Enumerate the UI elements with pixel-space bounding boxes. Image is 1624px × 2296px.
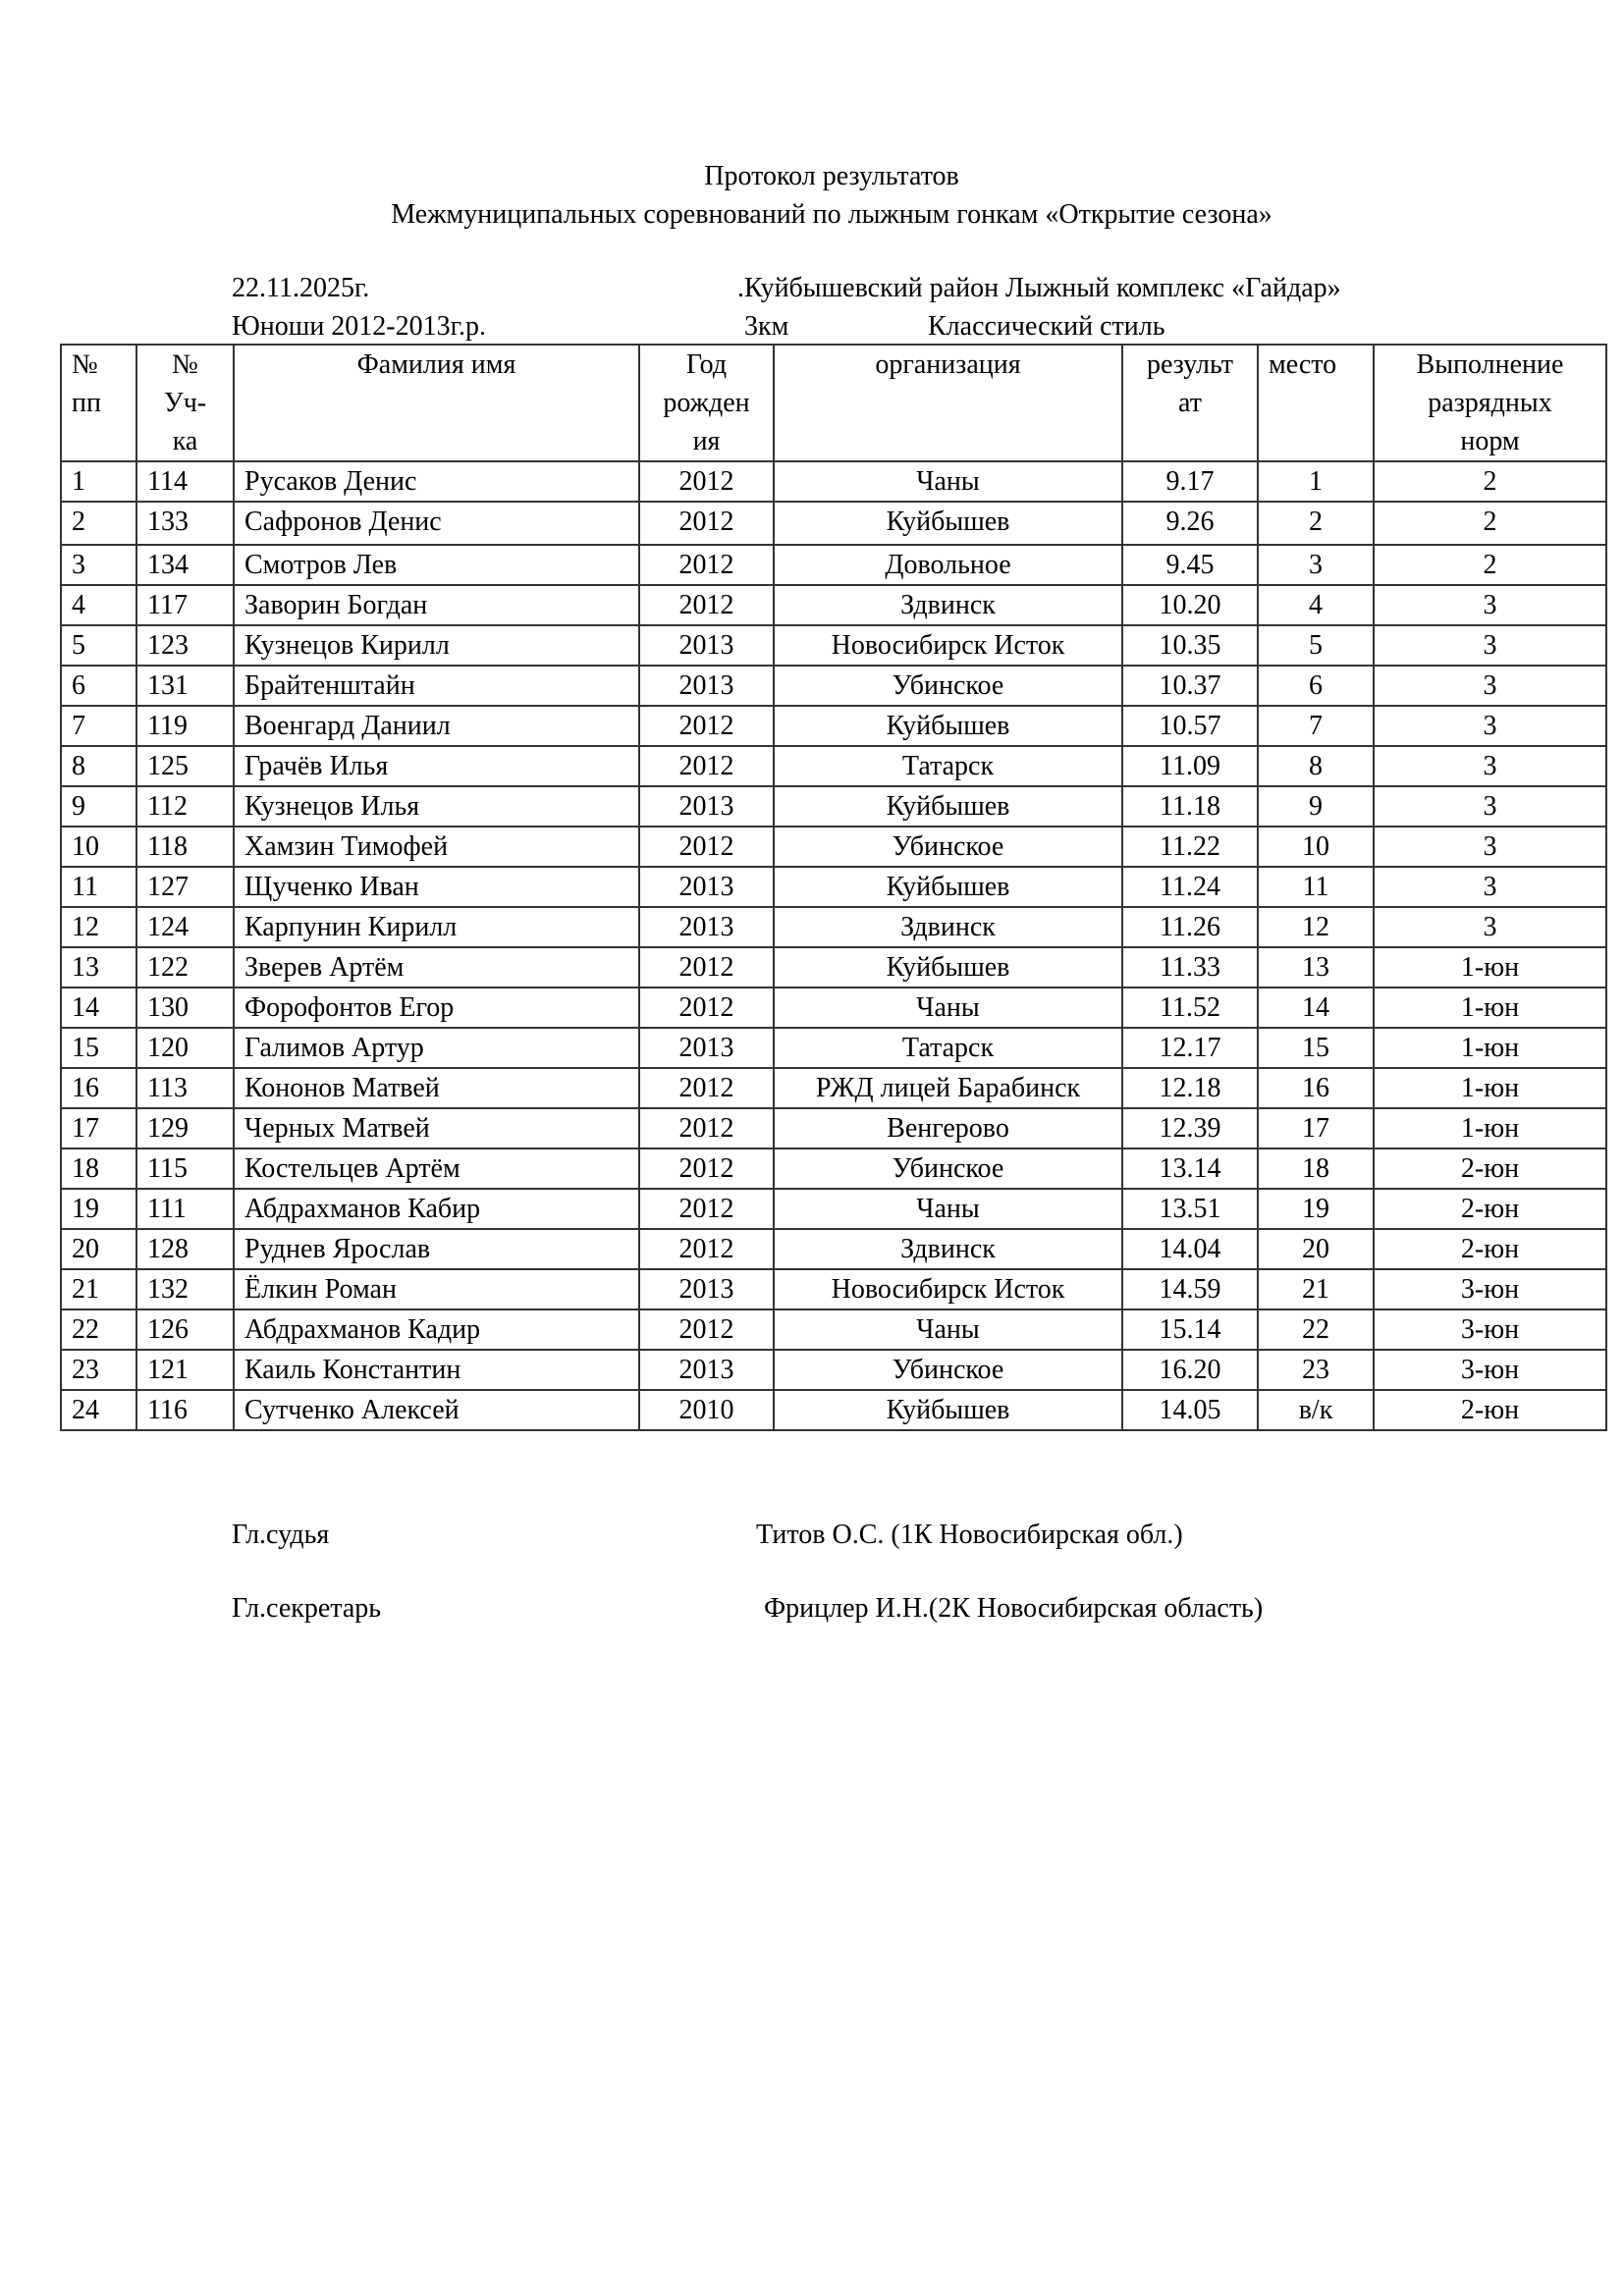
column-header-line: результ — [1147, 349, 1233, 380]
cell-pp: 8 — [61, 746, 136, 786]
cell-bib: 128 — [136, 1229, 234, 1269]
cell-org: Довольное — [774, 545, 1122, 585]
table-row — [61, 461, 1606, 502]
cell-name: Военгард Даниил — [234, 706, 639, 746]
cell-place: 4 — [1258, 585, 1374, 625]
column-header-line: ия — [692, 426, 721, 456]
column-header-line: норм — [1460, 426, 1520, 456]
cell-result: 13.51 — [1122, 1189, 1258, 1229]
cell-year: 2013 — [639, 625, 774, 666]
cell-result: 12.17 — [1122, 1028, 1258, 1068]
cell-norm: 3 — [1374, 907, 1606, 947]
cell-name: Сутченко Алексей — [234, 1390, 639, 1430]
cell-place: 3 — [1258, 545, 1374, 585]
cell-pp: 20 — [61, 1229, 136, 1269]
table-row — [61, 1309, 1606, 1350]
table-row — [61, 545, 1606, 585]
table-row — [61, 947, 1606, 988]
cell-result: 11.24 — [1122, 867, 1258, 907]
cell-bib: 118 — [136, 827, 234, 867]
cell-pp: 7 — [61, 706, 136, 746]
cell-org: Новосибирск Исток — [774, 1269, 1122, 1309]
cell-bib: 130 — [136, 988, 234, 1028]
cell-bib: 129 — [136, 1108, 234, 1148]
column-header-line: организация — [875, 349, 1021, 380]
table-body — [61, 461, 1606, 1430]
cell-year: 2012 — [639, 1229, 774, 1269]
cell-year: 2012 — [639, 947, 774, 988]
cell-place: 2 — [1258, 502, 1374, 545]
competition-name: Межмуниципальных соревнований по лыжным гонкам «Открытие сезона» — [391, 199, 1272, 230]
cell-year: 2012 — [639, 502, 774, 545]
cell-pp: 17 — [61, 1108, 136, 1148]
cell-org: Куйбышев — [774, 1390, 1122, 1430]
cell-name: Кузнецов Илья — [234, 786, 639, 827]
cell-bib: 116 — [136, 1390, 234, 1430]
cell-place: 9 — [1258, 786, 1374, 827]
table-row — [61, 625, 1606, 666]
cell-norm: 3 — [1374, 827, 1606, 867]
cell-result: 11.52 — [1122, 988, 1258, 1028]
table-row — [61, 827, 1606, 867]
cell-result: 14.59 — [1122, 1269, 1258, 1309]
table-row — [61, 907, 1606, 947]
cell-place: 5 — [1258, 625, 1374, 666]
cell-year: 2013 — [639, 1269, 774, 1309]
cell-name: Кононов Матвей — [234, 1068, 639, 1108]
table-row — [61, 1028, 1606, 1068]
cell-name: Форофонтов Егор — [234, 988, 639, 1028]
cell-norm: 3-юн — [1374, 1269, 1606, 1309]
column-header-place — [1258, 345, 1374, 461]
cell-org: Чаны — [774, 461, 1122, 502]
cell-year: 2012 — [639, 988, 774, 1028]
cell-org: Чаны — [774, 1309, 1122, 1350]
cell-bib: 125 — [136, 746, 234, 786]
cell-bib: 120 — [136, 1028, 234, 1068]
cell-place: 18 — [1258, 1148, 1374, 1189]
cell-place: 16 — [1258, 1068, 1374, 1108]
event-date: 22.11.2025г. — [232, 273, 370, 303]
column-header-line: Уч- — [163, 388, 207, 418]
cell-org: Убинское — [774, 1350, 1122, 1390]
cell-year: 2013 — [639, 867, 774, 907]
cell-year: 2013 — [639, 907, 774, 947]
table-row — [61, 1189, 1606, 1229]
ski-style: Классический стиль — [928, 311, 1165, 342]
cell-year: 2013 — [639, 1028, 774, 1068]
cell-org: Венгерово — [774, 1108, 1122, 1148]
cell-place: 6 — [1258, 666, 1374, 706]
cell-norm: 3 — [1374, 786, 1606, 827]
chief-secretary-label: Гл.секретарь — [232, 1593, 382, 1624]
cell-pp: 18 — [61, 1148, 136, 1189]
column-header-line: разрядных — [1428, 388, 1552, 418]
cell-name: Руднев Ярослав — [234, 1229, 639, 1269]
cell-org: Чаны — [774, 988, 1122, 1028]
column-header-line: № — [172, 349, 198, 380]
cell-place: 1 — [1258, 461, 1374, 502]
cell-name: Русаков Денис — [234, 461, 639, 502]
cell-pp: 22 — [61, 1309, 136, 1350]
cell-place: 7 — [1258, 706, 1374, 746]
cell-pp: 1 — [61, 461, 136, 502]
cell-place: 20 — [1258, 1229, 1374, 1269]
column-header-line: № — [72, 349, 98, 380]
cell-org: Чаны — [774, 1189, 1122, 1229]
cell-name: Сафронов Денис — [234, 502, 639, 545]
cell-name: Абдрахманов Кабир — [234, 1189, 639, 1229]
document-title: Протокол результатов — [704, 161, 959, 191]
cell-result: 11.26 — [1122, 907, 1258, 947]
cell-place: 17 — [1258, 1108, 1374, 1148]
cell-place: 11 — [1258, 867, 1374, 907]
cell-year: 2012 — [639, 746, 774, 786]
cell-result: 13.14 — [1122, 1148, 1258, 1189]
cell-bib: 132 — [136, 1269, 234, 1309]
table-row — [61, 1350, 1606, 1390]
column-header-norm — [1374, 345, 1606, 461]
cell-pp: 14 — [61, 988, 136, 1028]
column-header-bib — [136, 345, 234, 461]
cell-name: Грачёв Илья — [234, 746, 639, 786]
column-header-line: Фамилия имя — [356, 349, 516, 380]
cell-place: 21 — [1258, 1269, 1374, 1309]
cell-year: 2012 — [639, 827, 774, 867]
cell-org: Убинское — [774, 1148, 1122, 1189]
cell-org: РЖД лицей Барабинск — [774, 1068, 1122, 1108]
cell-year: 2012 — [639, 1068, 774, 1108]
table-row — [61, 585, 1606, 625]
cell-result: 9.26 — [1122, 502, 1258, 545]
cell-norm: 2 — [1374, 545, 1606, 585]
cell-norm: 2 — [1374, 461, 1606, 502]
cell-place: 15 — [1258, 1028, 1374, 1068]
column-header-pp — [61, 345, 136, 461]
cell-result: 9.45 — [1122, 545, 1258, 585]
cell-org: Татарск — [774, 746, 1122, 786]
cell-bib: 123 — [136, 625, 234, 666]
cell-result: 11.22 — [1122, 827, 1258, 867]
cell-pp: 10 — [61, 827, 136, 867]
cell-pp: 2 — [61, 502, 136, 545]
cell-org: Куйбышев — [774, 706, 1122, 746]
cell-pp: 9 — [61, 786, 136, 827]
cell-norm: 3 — [1374, 585, 1606, 625]
table-row — [61, 746, 1606, 786]
cell-norm: 3 — [1374, 706, 1606, 746]
cell-org: Убинское — [774, 666, 1122, 706]
cell-name: Ёлкин Роман — [234, 1269, 639, 1309]
column-header-line: рожден — [663, 388, 750, 418]
cell-norm: 3 — [1374, 625, 1606, 666]
cell-bib: 111 — [136, 1189, 234, 1229]
table-row — [61, 1390, 1606, 1430]
cell-result: 15.14 — [1122, 1309, 1258, 1350]
cell-org: Здвинск — [774, 585, 1122, 625]
cell-year: 2012 — [639, 1189, 774, 1229]
column-header-year — [639, 345, 774, 461]
cell-bib: 133 — [136, 502, 234, 545]
cell-bib: 113 — [136, 1068, 234, 1108]
cell-norm: 2-юн — [1374, 1390, 1606, 1430]
cell-org: Куйбышев — [774, 867, 1122, 907]
cell-bib: 119 — [136, 706, 234, 746]
cell-bib: 121 — [136, 1350, 234, 1390]
cell-norm: 2-юн — [1374, 1189, 1606, 1229]
cell-pp: 23 — [61, 1350, 136, 1390]
cell-result: 12.39 — [1122, 1108, 1258, 1148]
cell-year: 2012 — [639, 706, 774, 746]
chief-judge-label: Гл.судья — [232, 1520, 330, 1550]
cell-result: 11.09 — [1122, 746, 1258, 786]
cell-norm: 1-юн — [1374, 1068, 1606, 1108]
cell-year: 2012 — [639, 1309, 774, 1350]
cell-pp: 24 — [61, 1390, 136, 1430]
cell-bib: 117 — [136, 585, 234, 625]
cell-name: Зверев Артём — [234, 947, 639, 988]
cell-bib: 134 — [136, 545, 234, 585]
cell-bib: 127 — [136, 867, 234, 907]
cell-bib: 126 — [136, 1309, 234, 1350]
cell-result: 9.17 — [1122, 461, 1258, 502]
cell-org: Здвинск — [774, 1229, 1122, 1269]
cell-result: 14.04 — [1122, 1229, 1258, 1269]
cell-place: 19 — [1258, 1189, 1374, 1229]
cell-place: 10 — [1258, 827, 1374, 867]
table-row — [61, 1229, 1606, 1269]
results-table — [60, 344, 1607, 1431]
cell-year: 2013 — [639, 666, 774, 706]
cell-place: 22 — [1258, 1309, 1374, 1350]
cell-norm: 1-юн — [1374, 988, 1606, 1028]
cell-name: Галимов Артур — [234, 1028, 639, 1068]
cell-place: 12 — [1258, 907, 1374, 947]
cell-place: 8 — [1258, 746, 1374, 786]
event-venue: .Куйбышевский район Лыжный комплекс «Гайдар» — [737, 273, 1341, 303]
cell-result: 10.35 — [1122, 625, 1258, 666]
column-header-line: ат — [1178, 388, 1202, 418]
cell-pp: 15 — [61, 1028, 136, 1068]
cell-org: Куйбышев — [774, 502, 1122, 545]
cell-org: Куйбышев — [774, 786, 1122, 827]
cell-name: Костельцев Артём — [234, 1148, 639, 1189]
cell-pp: 3 — [61, 545, 136, 585]
cell-place: в/к — [1258, 1390, 1374, 1430]
cell-name: Брайтенштайн — [234, 666, 639, 706]
cell-norm: 3-юн — [1374, 1309, 1606, 1350]
cell-name: Заворин Богдан — [234, 585, 639, 625]
table-header — [61, 345, 1606, 461]
cell-pp: 4 — [61, 585, 136, 625]
age-group: Юноши 2012-2013г.р. — [232, 311, 486, 342]
cell-name: Абдрахманов Кадир — [234, 1309, 639, 1350]
cell-year: 2012 — [639, 545, 774, 585]
cell-org: Новосибирск Исток — [774, 625, 1122, 666]
cell-year: 2012 — [639, 585, 774, 625]
cell-norm: 3 — [1374, 666, 1606, 706]
cell-name: Хамзин Тимофей — [234, 827, 639, 867]
table-row — [61, 1108, 1606, 1148]
cell-result: 12.18 — [1122, 1068, 1258, 1108]
cell-bib: 112 — [136, 786, 234, 827]
cell-norm: 2-юн — [1374, 1148, 1606, 1189]
cell-year: 2012 — [639, 461, 774, 502]
column-header-name — [234, 345, 639, 461]
cell-name: Карпунин Кирилл — [234, 907, 639, 947]
cell-pp: 5 — [61, 625, 136, 666]
cell-norm: 1-юн — [1374, 1028, 1606, 1068]
cell-bib: 131 — [136, 666, 234, 706]
cell-name: Черных Матвей — [234, 1108, 639, 1148]
chief-secretary-name: Фрицлер И.Н.(2К Новосибирская область) — [764, 1593, 1264, 1624]
column-header-line: Год — [685, 349, 728, 380]
chief-judge-name: Титов О.С. (1К Новосибирская обл.) — [756, 1520, 1183, 1550]
cell-pp: 6 — [61, 666, 136, 706]
cell-pp: 19 — [61, 1189, 136, 1229]
column-header-result — [1122, 345, 1258, 461]
cell-year: 2012 — [639, 1108, 774, 1148]
cell-norm: 2 — [1374, 502, 1606, 545]
cell-norm: 1-юн — [1374, 1108, 1606, 1148]
cell-norm: 3 — [1374, 746, 1606, 786]
column-header-line: Выполнение — [1416, 349, 1564, 380]
table-row — [61, 502, 1606, 545]
cell-year: 2013 — [639, 1350, 774, 1390]
distance: 3км — [744, 311, 789, 342]
table-row — [61, 867, 1606, 907]
column-header-line: место — [1269, 349, 1337, 380]
column-header-line: пп — [72, 388, 101, 418]
cell-org: Татарск — [774, 1028, 1122, 1068]
cell-pp: 21 — [61, 1269, 136, 1309]
cell-name: Щученко Иван — [234, 867, 639, 907]
cell-result: 16.20 — [1122, 1350, 1258, 1390]
cell-pp: 12 — [61, 907, 136, 947]
table-row — [61, 666, 1606, 706]
cell-year: 2010 — [639, 1390, 774, 1430]
table-row — [61, 1269, 1606, 1309]
cell-result: 11.18 — [1122, 786, 1258, 827]
column-header-line: ка — [172, 426, 198, 456]
cell-place: 14 — [1258, 988, 1374, 1028]
cell-place: 23 — [1258, 1350, 1374, 1390]
cell-org: Убинское — [774, 827, 1122, 867]
cell-norm: 3-юн — [1374, 1350, 1606, 1390]
table-row — [61, 706, 1606, 746]
cell-pp: 16 — [61, 1068, 136, 1108]
cell-bib: 115 — [136, 1148, 234, 1189]
cell-bib: 114 — [136, 461, 234, 502]
cell-norm: 1-юн — [1374, 947, 1606, 988]
cell-org: Здвинск — [774, 907, 1122, 947]
column-header-org — [774, 345, 1122, 461]
table-row — [61, 988, 1606, 1028]
cell-norm: 2-юн — [1374, 1229, 1606, 1269]
cell-name: Каиль Константин — [234, 1350, 639, 1390]
table-row — [61, 786, 1606, 827]
cell-name: Смотров Лев — [234, 545, 639, 585]
table-row — [61, 1068, 1606, 1108]
cell-result: 10.57 — [1122, 706, 1258, 746]
cell-bib: 122 — [136, 947, 234, 988]
table-row — [61, 1148, 1606, 1189]
cell-name: Кузнецов Кирилл — [234, 625, 639, 666]
cell-bib: 124 — [136, 907, 234, 947]
cell-result: 10.37 — [1122, 666, 1258, 706]
cell-pp: 11 — [61, 867, 136, 907]
cell-result: 14.05 — [1122, 1390, 1258, 1430]
cell-pp: 13 — [61, 947, 136, 988]
cell-place: 13 — [1258, 947, 1374, 988]
cell-org: Куйбышев — [774, 947, 1122, 988]
cell-year: 2012 — [639, 1148, 774, 1189]
cell-norm: 3 — [1374, 867, 1606, 907]
cell-result: 10.20 — [1122, 585, 1258, 625]
cell-result: 11.33 — [1122, 947, 1258, 988]
cell-year: 2013 — [639, 786, 774, 827]
